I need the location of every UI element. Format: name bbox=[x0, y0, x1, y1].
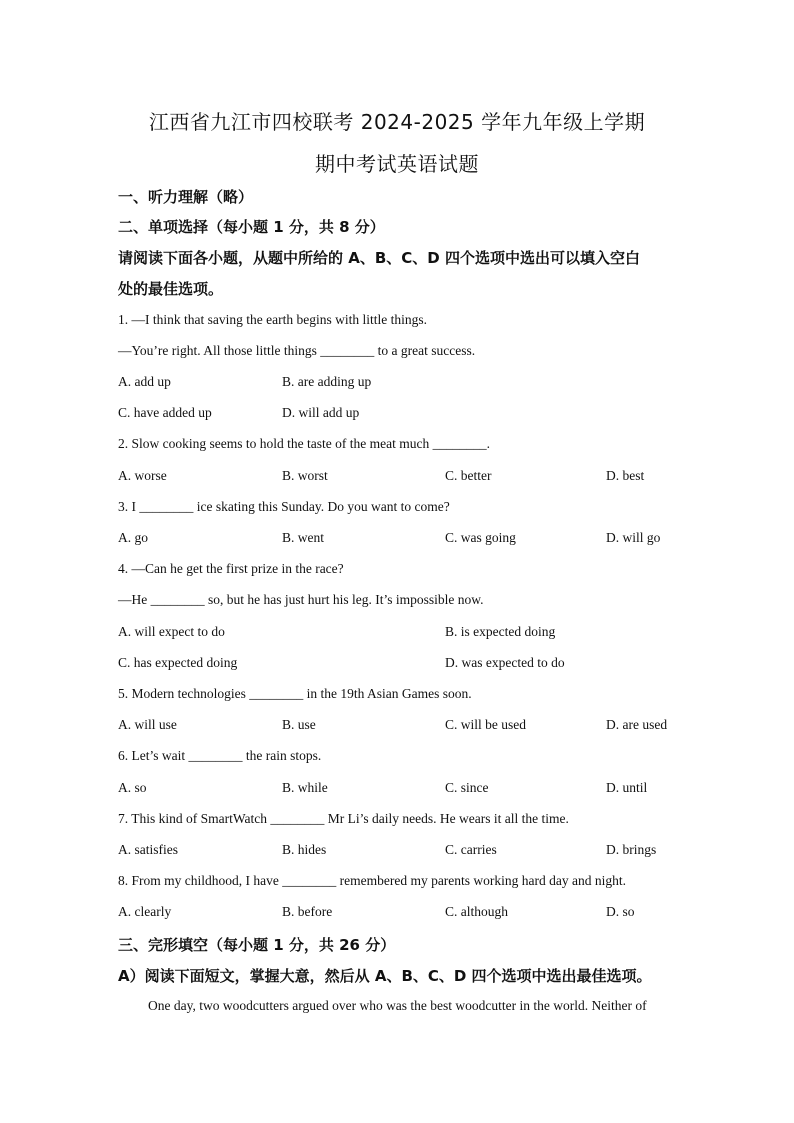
page-title-line-1: 江西省九江市四校联考 2024-2025 学年九年级上学期 bbox=[148, 110, 646, 134]
question-8-option-d: D. so bbox=[606, 904, 635, 919]
question-8-stem: 8. From my childhood, I have ________ remembered my parents working hard day and night. bbox=[118, 873, 627, 888]
question-3-option-d: D. will go bbox=[606, 530, 661, 545]
question-1-option-a: A. add up bbox=[118, 374, 171, 389]
question-4-option-b: B. is expected doing bbox=[445, 624, 556, 639]
question-5-option-d: D. are used bbox=[606, 717, 668, 732]
question-4-stem: 4. —Can he get the first prize in the race? bbox=[118, 561, 344, 576]
question-1-option-d: D. will add up bbox=[282, 405, 360, 420]
question-5-stem: 5. Modern technologies ________ in the 19th Asian Games soon. bbox=[118, 686, 472, 701]
question-7-option-c: C. carries bbox=[445, 842, 497, 857]
question-1-response: —You’re right. All those little things ________ to a great success. bbox=[118, 343, 476, 358]
section-heading-listening: 一、听力理解（略） bbox=[118, 188, 254, 206]
question-4-option-d: D. was expected to do bbox=[445, 655, 565, 670]
question-6-option-b: B. while bbox=[282, 780, 328, 795]
question-6-stem: 6. Let’s wait ________ the rain stops. bbox=[118, 748, 322, 763]
question-3-option-b: B. went bbox=[282, 530, 324, 545]
question-3-option-c: C. was going bbox=[445, 530, 516, 545]
question-4-option-c: C. has expected doing bbox=[118, 655, 238, 670]
question-6-option-d: D. until bbox=[606, 780, 648, 795]
question-4-response: —He ________ so, but he has just hurt his leg. It’s impossible now. bbox=[118, 592, 484, 607]
passage-line-1: One day, two woodcutters argued over who was the best woodcutter in the world. Neither of bbox=[148, 998, 647, 1013]
question-6-option-c: C. since bbox=[445, 780, 489, 795]
question-8-option-a: A. clearly bbox=[118, 904, 172, 919]
question-1-option-b: B. are adding up bbox=[282, 374, 372, 389]
question-3-option-a: A. go bbox=[118, 530, 148, 545]
question-2-option-b: B. worst bbox=[282, 468, 328, 483]
question-2-option-d: D. best bbox=[606, 468, 645, 483]
question-7-stem: 7. This kind of SmartWatch ________ Mr Li’s daily needs. He wears it all the time. bbox=[118, 811, 569, 826]
section-heading-cloze: 三、完形填空（每小题 1 分，共 26 分） bbox=[118, 936, 396, 954]
cloze-instructions: A）阅读下面短文，掌握大意，然后从 A、B、C、D 四个选项中选出最佳选项。 bbox=[118, 967, 652, 985]
question-8-option-c: C. although bbox=[445, 904, 508, 919]
question-6-option-a: A. so bbox=[118, 780, 147, 795]
question-7-option-d: D. brings bbox=[606, 842, 657, 857]
section-instructions-line-2: 处的最佳选项。 bbox=[118, 280, 224, 298]
page-title-line-2: 期中考试英语试题 bbox=[315, 152, 479, 176]
question-4-option-a: A. will expect to do bbox=[118, 624, 225, 639]
question-2-option-a: A. worse bbox=[118, 468, 167, 483]
question-5-option-b: B. use bbox=[282, 717, 316, 732]
question-1-option-c: C. have added up bbox=[118, 405, 212, 420]
question-2-option-c: C. better bbox=[445, 468, 492, 483]
section-instructions-line-1: 请阅读下面各小题，从题中所给的 A、B、C、D 四个选项中选出可以填入空白 bbox=[118, 249, 640, 267]
question-7-option-b: B. hides bbox=[282, 842, 327, 857]
question-1-stem: 1. —I think that saving the earth begins with little things. bbox=[118, 312, 427, 327]
section-heading-single-choice: 二、单项选择（每小题 1 分，共 8 分） bbox=[118, 218, 385, 236]
question-2-stem: 2. Slow cooking seems to hold the taste of the meat much ________. bbox=[118, 436, 490, 451]
question-3-stem: 3. I ________ ice skating this Sunday. Do you want to come? bbox=[118, 499, 450, 514]
question-5-option-a: A. will use bbox=[118, 717, 177, 732]
question-5-option-c: C. will be used bbox=[445, 717, 526, 732]
question-8-option-b: B. before bbox=[282, 904, 333, 919]
question-7-option-a: A. satisfies bbox=[118, 842, 178, 857]
